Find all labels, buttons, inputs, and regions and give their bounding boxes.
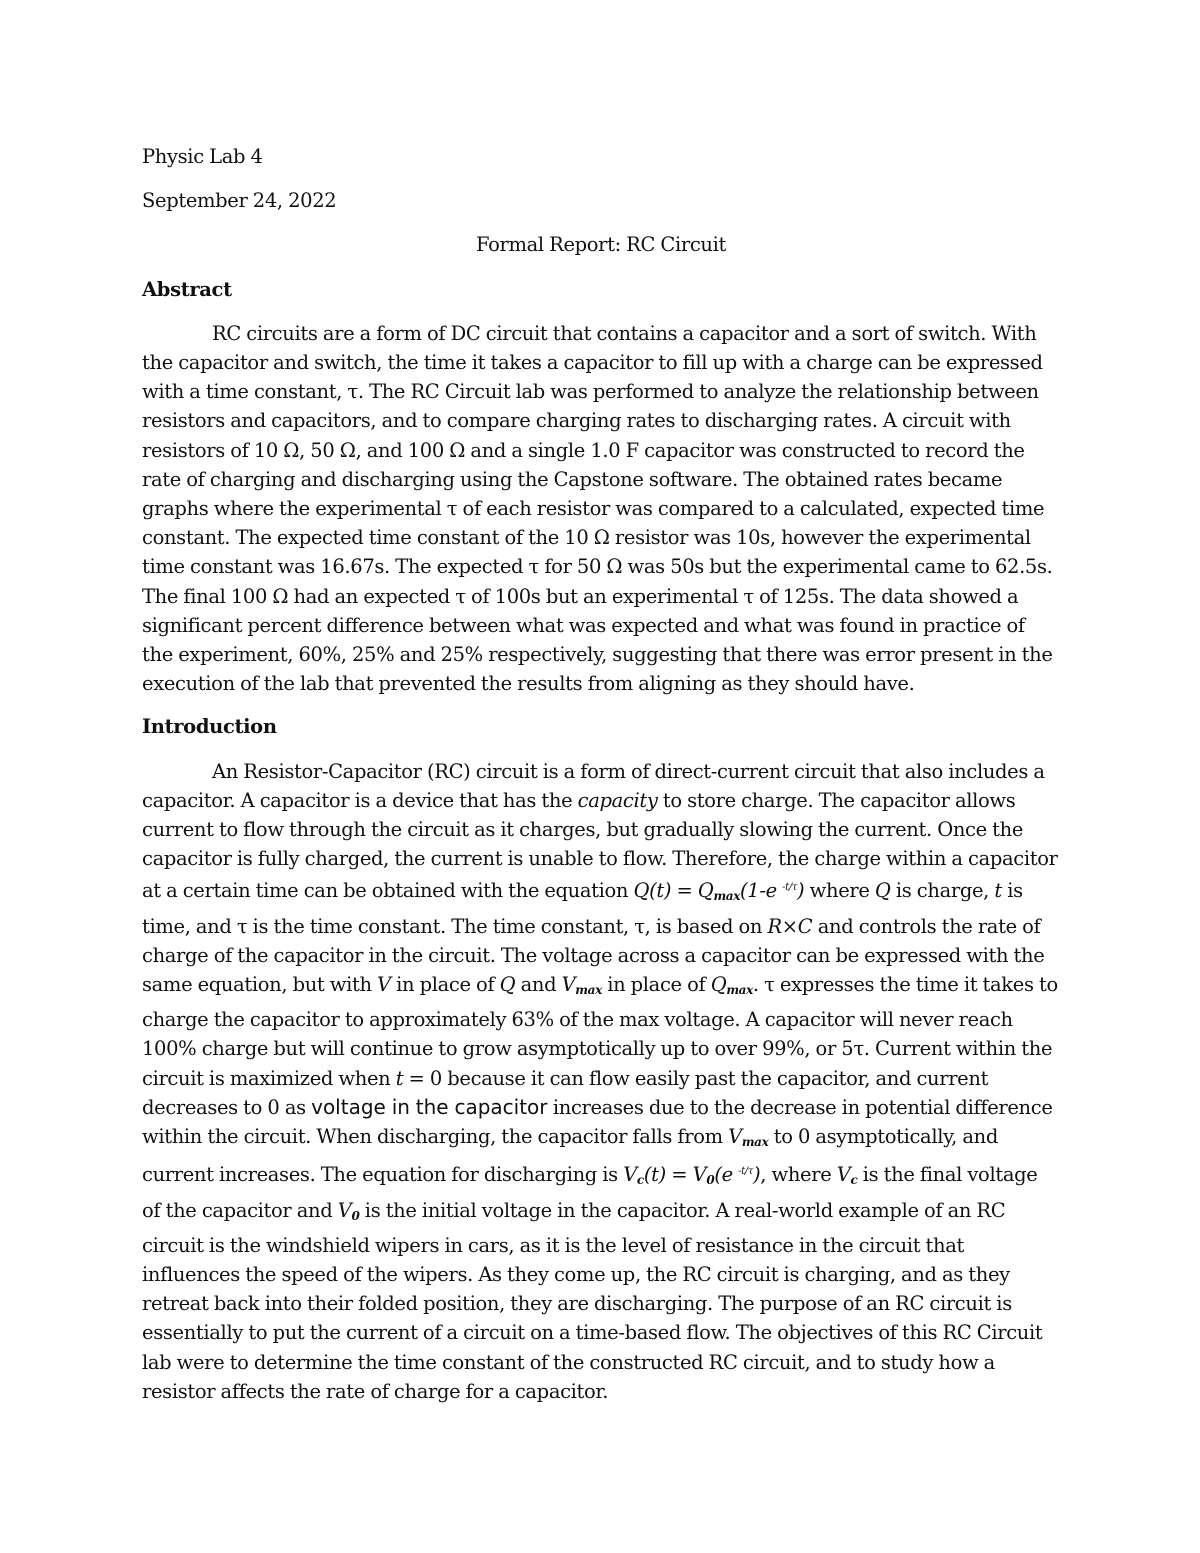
intro-text: is the initial voltage in the capacitor. A real-world example of an RC circuit is the windshield wipers in cars, as it is the level of resistance in the circuit that influences the speed of the wipers. As they come up, the RC circuit is charging, and as they retreat back into their folded position, they are discharging. The purpose of an RC circuit is essentially to put the current of a circuit on a time-based flow. The objectives of this RC Circuit lab were to determine the time constant of the constructed RC circuit, and to study how a resistor affects the rate of charge for a capacitor. <box>142 1198 1043 1403</box>
intro-text: is time, and τ is the time constant. The time constant, τ, is based on <box>142 879 1023 938</box>
symbol-base: V <box>836 1163 851 1187</box>
intro-text: is the final voltage of the capacitor and <box>142 1163 1038 1222</box>
subscript-max: max <box>726 983 753 998</box>
equation-part: V <box>623 1163 637 1187</box>
exponent: -t/τ <box>738 1166 754 1178</box>
intro-text: An Resistor-Capacitor (RC) circuit is a form of direct-current circuit that also includes a capacitor. A capacitor is a device that has the <box>142 759 1045 812</box>
equation-part: Q(t) = Q <box>633 879 714 903</box>
intro-sans-run: voltage in the capacitor <box>311 1094 548 1119</box>
intro-text: . τ expresses the time it takes to charge the capacitor to approximately 63% of the max voltage. A capacitor will never reach 100% charge but will continue to grow asymptotically up to over 99%, or 5τ. Current within the circuit is maximized when <box>142 973 1058 1090</box>
intro-text: to 0 asymptotically, and current increases. The equation for discharging is <box>142 1125 999 1187</box>
symbol-vmax <box>562 973 602 996</box>
symbol-qmax <box>711 973 753 996</box>
intro-text: , where <box>760 1163 837 1187</box>
date-line: September 24, 2022 <box>142 189 337 213</box>
subscript-c: c <box>636 1173 644 1188</box>
symbol-base: V <box>728 1125 742 1149</box>
exponent: -t/τ <box>782 882 798 894</box>
subscript-c: c <box>850 1173 858 1188</box>
intro-text: and controls the rate of charge of the capacitor in the circuit. The voltage across a capacitor can be expressed with the same equation, but with <box>142 914 1045 997</box>
symbol-vmax <box>728 1125 768 1148</box>
symbol-base: V <box>561 973 576 997</box>
subscript-0: 0 <box>706 1173 715 1188</box>
subscript-max: max <box>741 1135 769 1150</box>
subscript-max: max <box>713 889 741 904</box>
equation-part: ) <box>797 879 805 903</box>
abstract-paragraph: RC circuits are a form of DC circuit that contains a capacitor and a sort of switch. With the capacitor and switch, the time it takes a capacitor to fill up with a charge can be expressed with a time constant, τ. The RC Circuit lab was performed to analyze the relationship between resistors and capacitors, and to compare charging rates to discharging rates. A circuit with resistors of 10 Ω, 50 Ω, and 100 Ω and a single 1.0 F capacitor was constructed to record the rate of charging and discharging using the Capstone software. The obtained rates became graphs where the experimental τ of each resistor was compared to a calculated, expected time constant. The expected time constant of the 10 Ω resistor was 10s, however the experimental time constant was 16.67s. The expected τ for 50 Ω was 50s but the experimental came to 62.5s. The final 100 Ω had an expected τ of 100s but an experimental τ of 125s. The data showed a significant percent difference between what was expected and what was found in practice of the experiment, 60%, 25% and 25% respectively, suggesting that there was error present in the execution of the lab that prevented the results from aligning as they should have. <box>142 321 1053 696</box>
symbol-base: V <box>337 1198 352 1222</box>
intro-text: to store charge. The capacitor allows current to flow through the circuit as it charges, but gradually slowing the current. Once the capacitor is fully charged, the current is unable to flow. Therefore, the charge within a capacitor at a certain time can be obtained with the equation <box>142 788 1058 903</box>
symbol-t: t <box>994 879 1002 903</box>
intro-text: where <box>804 879 875 903</box>
abstract-heading: Abstract <box>142 277 232 301</box>
symbol-q: Q <box>874 879 891 903</box>
document-page <box>142 142 1060 1420</box>
subscript-max: max <box>575 983 602 998</box>
symbol-q: Q <box>499 973 516 997</box>
symbol-base: Q <box>710 973 727 997</box>
intro-text: in place of <box>390 973 500 997</box>
report-title: Formal Report: RC Circuit <box>475 233 727 257</box>
subscript-0: 0 <box>351 1208 360 1223</box>
symbol-t: t <box>395 1066 404 1090</box>
intro-text: in place of <box>601 973 711 997</box>
introduction-paragraph <box>142 757 1060 1406</box>
intro-text: increases due to the decrease in potential difference within the circuit. When discharging, the capacitor falls from <box>142 1095 1053 1149</box>
discharge-equation <box>623 1163 760 1186</box>
symbol-v0 <box>338 1199 360 1222</box>
equation-part: (e <box>714 1163 739 1187</box>
symbol-v: V <box>377 973 391 997</box>
intro-emphasis-capacity: capacity <box>577 788 658 812</box>
intro-text: = 0 because it can flow easily past the capacitor, and current decreases to 0 as <box>142 1066 989 1119</box>
symbol-rc: R×C <box>767 914 813 938</box>
symbol-vc <box>837 1163 858 1186</box>
equation-part: (t) = V <box>643 1163 707 1187</box>
charge-equation <box>633 879 804 902</box>
equation-part: ) <box>753 1163 761 1187</box>
course-line: Physic Lab 4 <box>142 145 263 168</box>
introduction-heading: Introduction <box>142 715 277 739</box>
equation-part: (1-e <box>740 879 783 903</box>
intro-text: is charge, <box>890 879 995 903</box>
intro-text: and <box>515 973 562 997</box>
